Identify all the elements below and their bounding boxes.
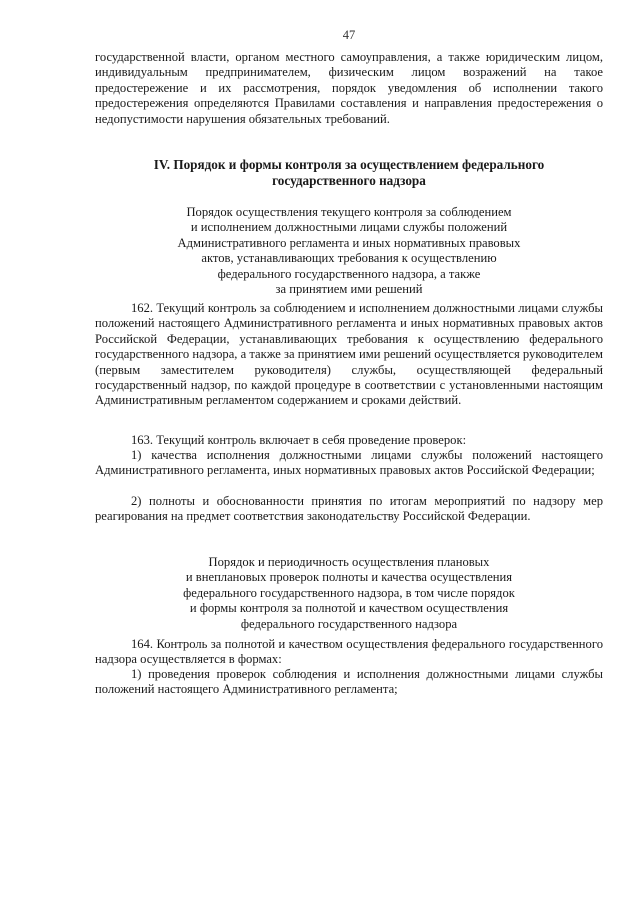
page-number: 47: [342, 28, 356, 42]
subheading-inspections: [95, 555, 603, 632]
subheading-line: федерального государственного надзора: [240, 616, 458, 631]
intro-paragraph: государственной власти, органом местного самоуправления, а также юридическим лицом, индивидуальным предпринимателем, физическим лицом возражений на такое предостережение и их рассмотрения, порядок уведомления об исполнении такого предостережения определяются Правилами составления и направления предостережения о недопустимости нарушения обязательных требований.: [95, 50, 603, 126]
section-heading-line: IV. Порядок и формы контроля за осуществлением федерального: [153, 157, 545, 172]
paragraph-163: 163. Текущий контроль включает в себя проведение проверок:: [131, 433, 467, 447]
subheading-line: актов, устанавливающих требования к осуществлению: [201, 251, 497, 266]
paragraph-164: 164. Контроль за полнотой и качеством осуществления федерального государственного надзора осуществляется в формах:: [95, 637, 603, 667]
section-heading: [95, 157, 603, 189]
subheading-line: федерального государственного надзора, а также: [217, 266, 481, 281]
subheading-line: за принятием ими решений: [275, 282, 423, 297]
subheading-line: Порядок осуществления текущего контроля за соблюдением: [186, 205, 512, 219]
paragraph-162: 162. Текущий контроль за соблюдением и исполнением должностными лицами службы положений настоящего Административного регламента и иных нормативных правовых актов Российской Федерации, устанавливающих требования к осуществлению федерального государственного надзора, а также за принятием ими решений осуществляется руководителем (первым заместителем руководителя) службы, осуществляющей федеральный государственный надзор, по каждой процедуре в соответствии с установленными настоящим Административным регламентом содержанием и сроками действий.: [95, 301, 603, 408]
section-heading-line: государственного надзора: [272, 173, 426, 188]
paragraph-163-item-1: 1) качества исполнения должностными лицами службы положений настоящего Административного регламента, иных нормативных правовых актов Российской Федерации;: [95, 448, 603, 478]
paragraph-163-item-2: 2) полноты и обоснованности принятия по итогам мероприятий по надзору мер реагирования на предмет соответствия законодательству Российской Федерации.: [95, 494, 603, 524]
subheading-line: федерального государственного надзора, в том числе порядок: [183, 585, 515, 600]
subheading-line: и внеплановых проверок полноты и качества осуществления: [185, 570, 513, 585]
paragraph-164-item-1: 1) проведения проверок соблюдения и исполнения должностными лицами службы положений настоящего Административного регламента;: [95, 667, 603, 697]
subheading-current-control: [95, 205, 603, 297]
subheading-line: Административного регламента и иных нормативных правовых: [177, 235, 521, 250]
subheading-line: Порядок и периодичность осуществления плановых: [208, 555, 490, 569]
subheading-line: и исполнением должностными лицами службы положений: [190, 220, 508, 235]
subheading-line: и формы контроля за полнотой и качеством осуществления: [189, 601, 509, 616]
